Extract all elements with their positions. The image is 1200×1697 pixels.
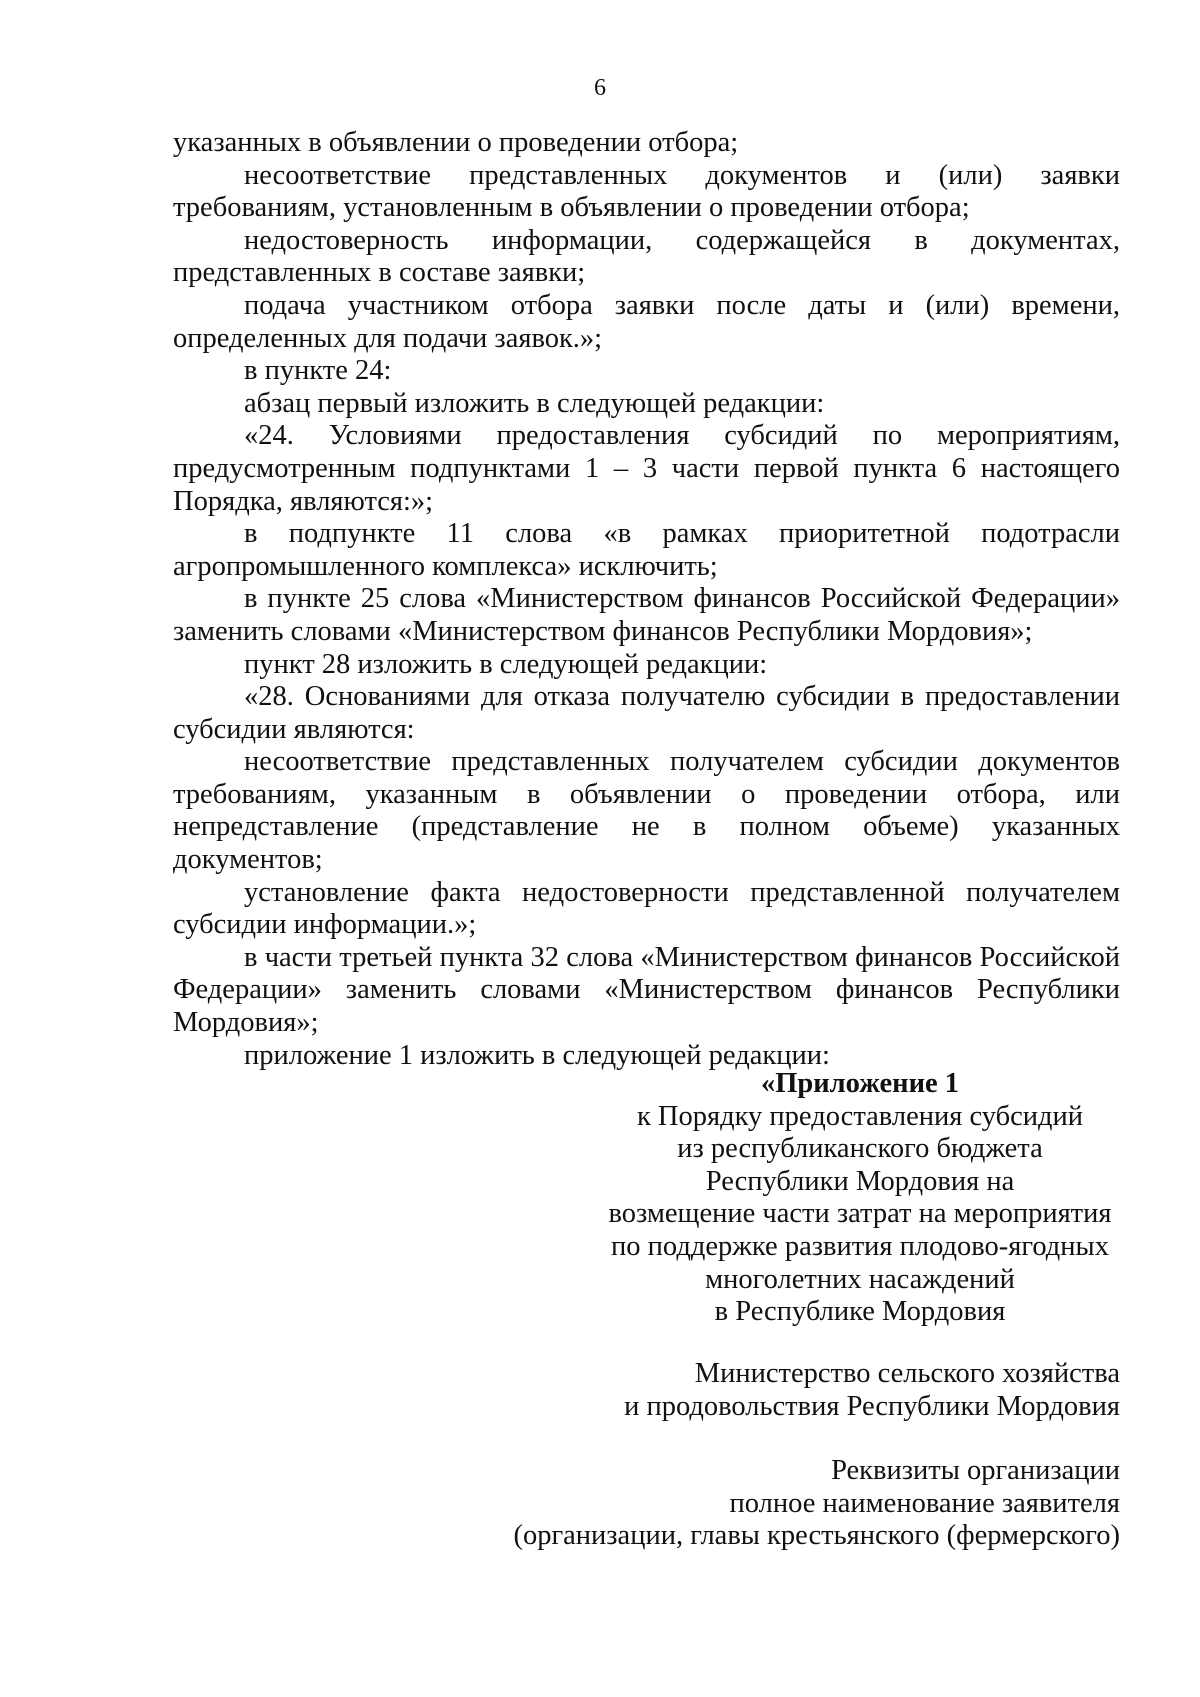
paragraph: в подпункте 11 слова «в рамках приоритетной подотрасли агропромышленного комплекса» исключить; <box>173 518 1120 582</box>
ministry-line: Министерство сельского хозяйства <box>694 1358 1120 1389</box>
paragraph: пункт 28 изложить в следующей редакции: <box>244 648 768 680</box>
body-text <box>173 127 1120 1072</box>
appendix-line: к Порядку предоставления субсидий <box>636 1100 1084 1132</box>
paragraph: несоответствие представленных получателем субсидии документов требованиям, указанным в объявлении о проведении отбора, или непредставление (представление не в полном объеме) указанных документов; <box>173 746 1120 876</box>
paragraph: указанных в объявлении о проведении отбора; <box>173 127 739 158</box>
paragraph: в части третьей пункта 32 слова «Министерством финансов Российской Федерации» заменить словами «Министерством финансов Республики Мордовия»; <box>173 941 1120 1039</box>
appendix-line: Республики Мордовия на <box>705 1165 1015 1197</box>
paragraph: «28. Основаниями для отказа получателю субсидии в предоставлении субсидии являются: <box>173 681 1120 745</box>
paragraph: подача участником отбора заявки после даты и (или) времени, определенных для подачи заявок.»; <box>173 289 1120 354</box>
paragraph: приложение 1 изложить в следующей редакции: <box>244 1039 830 1071</box>
requisites-line: (организации, главы крестьянского (фермерского) <box>513 1520 1120 1552</box>
paragraph: в пункте 24: <box>244 355 392 387</box>
paragraph: установление факта недостоверности представленной получателем субсидии информации.»; <box>173 876 1120 941</box>
requisites-line: полное наименование заявителя <box>729 1487 1120 1519</box>
requisites-line: Реквизиты организации <box>831 1455 1120 1486</box>
paragraph: недостоверность информации, содержащейся в документах, представленных в составе заявки; <box>173 224 1120 289</box>
appendix-line: в Республике Мордовия <box>714 1296 1006 1328</box>
organization-requisites <box>420 1455 1120 1553</box>
appendix-line: многолетних насаждений <box>705 1263 1015 1295</box>
appendix-line: возмещение части затрат на мероприятия <box>608 1198 1112 1230</box>
paragraph: «24. Условиями предоставления субсидий по мероприятиям, предусмотренным подпунктами 1 – 3 части первой пункта 6 настоящего Порядка, являются:»; <box>173 420 1120 517</box>
paragraph: несоответствие представленных документов и (или) заявки требованиям, установленным в объявлении о проведении отбора; <box>173 159 1120 224</box>
appendix-line: по поддержке развития плодово-ягодных <box>611 1230 1109 1262</box>
paragraph: абзац первый изложить в следующей редакции: <box>244 387 825 419</box>
page-number: 6 <box>594 75 606 101</box>
appendix-title: «Приложение 1 <box>760 1068 960 1099</box>
appendix-header <box>600 1068 1120 1329</box>
ministry-line: и продовольствия Республики Мордовия <box>624 1390 1120 1422</box>
appendix-line: из республиканского бюджета <box>677 1133 1043 1165</box>
paragraph: в пункте 25 слова «Министерством финансов Российской Федерации» заменить словами «Министерством финансов Республики Мордовия»; <box>173 583 1120 647</box>
ministry-addressee <box>420 1358 1120 1423</box>
